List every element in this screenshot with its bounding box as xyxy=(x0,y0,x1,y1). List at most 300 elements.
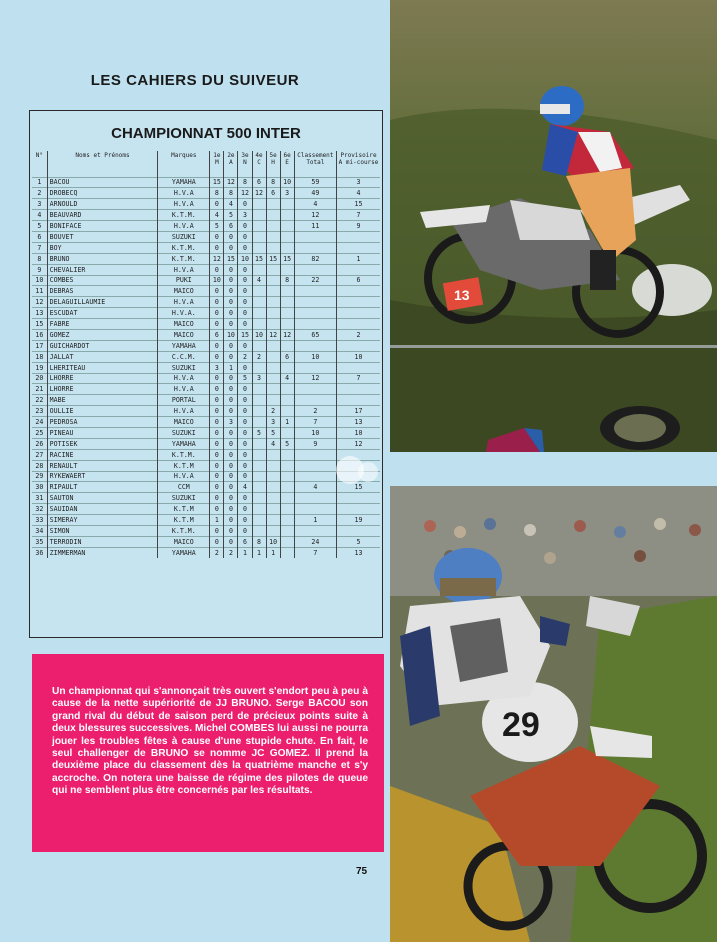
cell-manche-1: 0 xyxy=(210,242,224,253)
table-row xyxy=(32,395,380,406)
cell-manche-2: 0 xyxy=(224,373,238,384)
cell-provisoire: 19 xyxy=(337,515,380,526)
cell-manche-4 xyxy=(252,362,266,373)
table-row xyxy=(32,242,380,253)
cell-manche-6 xyxy=(280,286,294,297)
cell-manche-2: 0 xyxy=(224,351,238,362)
cell-provisoire: 10 xyxy=(337,427,380,438)
photo-divider xyxy=(390,452,717,486)
cell-num: 15 xyxy=(32,319,47,330)
cell-brand: YAMAHA xyxy=(158,438,210,449)
cell-num: 33 xyxy=(32,515,47,526)
cell-name: DEBRAS xyxy=(47,286,158,297)
cell-provisoire xyxy=(337,308,380,319)
cell-manche-4: 2 xyxy=(252,351,266,362)
cell-provisoire: 13 xyxy=(337,417,380,428)
cell-manche-5 xyxy=(266,515,280,526)
cell-manche-1: 0 xyxy=(210,231,224,242)
cell-manche-5: 5 xyxy=(266,427,280,438)
cell-manche-2: 0 xyxy=(224,264,238,275)
cell-manche-5 xyxy=(266,264,280,275)
cell-manche-4: 4 xyxy=(252,275,266,286)
table-row xyxy=(32,329,380,340)
cell-manche-3: 0 xyxy=(238,319,252,330)
cell-manche-1: 1 xyxy=(210,515,224,526)
cell-num: 5 xyxy=(32,221,47,232)
cell-manche-5 xyxy=(266,242,280,253)
cell-total xyxy=(294,308,336,319)
cell-manche-5 xyxy=(266,482,280,493)
cell-total: 10 xyxy=(294,351,336,362)
cell-num: 1 xyxy=(32,177,47,188)
cell-manche-5 xyxy=(266,231,280,242)
col-mi-course-label: A mi-course xyxy=(338,159,379,166)
cell-total: 7 xyxy=(294,547,336,558)
cell-manche-4 xyxy=(252,221,266,232)
photo-rider-29 xyxy=(390,486,717,942)
cell-manche-2: 4 xyxy=(224,199,238,210)
cell-manche-4: 10 xyxy=(252,329,266,340)
cell-name: DELAGUILLAUMIE xyxy=(47,297,158,308)
cell-manche-1: 0 xyxy=(210,384,224,395)
table-row xyxy=(32,515,380,526)
cell-manche-6 xyxy=(280,308,294,319)
photo-jump-illustration xyxy=(390,0,717,452)
cell-brand: MAICO xyxy=(158,536,210,547)
cell-manche-5: 6 xyxy=(266,188,280,199)
cell-manche-1: 0 xyxy=(210,340,224,351)
cell-manche-5: 15 xyxy=(266,253,280,264)
cell-brand: H.V.A xyxy=(158,188,210,199)
cell-manche-6 xyxy=(280,460,294,471)
top-bike-number: 13 xyxy=(454,287,470,303)
cell-manche-1: 0 xyxy=(210,449,224,460)
cell-manche-4: 15 xyxy=(252,253,266,264)
cell-num: 9 xyxy=(32,264,47,275)
table-row xyxy=(32,264,380,275)
cell-manche-3: 0 xyxy=(238,286,252,297)
cell-brand: YAMAHA xyxy=(158,547,210,558)
cell-manche-3: 0 xyxy=(238,526,252,537)
cell-manche-1: 2 xyxy=(210,547,224,558)
cell-num: 24 xyxy=(32,417,47,428)
cell-name: BEAUVARD xyxy=(47,210,158,221)
cell-brand: K.T.M xyxy=(158,504,210,515)
cell-provisoire xyxy=(337,384,380,395)
cell-manche-6 xyxy=(280,526,294,537)
cell-num: 19 xyxy=(32,362,47,373)
cell-manche-2: 0 xyxy=(224,504,238,515)
cell-manche-2: 3 xyxy=(224,417,238,428)
cell-total xyxy=(294,286,336,297)
cell-manche-5: 4 xyxy=(266,438,280,449)
cell-manche-1: 0 xyxy=(210,297,224,308)
cell-brand: MAICO xyxy=(158,286,210,297)
cell-name: TERRODIN xyxy=(47,536,158,547)
cell-manche-3: 0 xyxy=(238,231,252,242)
cell-manche-2: 15 xyxy=(224,253,238,264)
cell-brand: MAICO xyxy=(158,329,210,340)
cell-manche-1: 0 xyxy=(210,536,224,547)
cell-manche-5: 1 xyxy=(266,547,280,558)
cell-manche-6: 5 xyxy=(280,438,294,449)
results-table-box xyxy=(29,110,383,638)
cell-manche-2: 0 xyxy=(224,526,238,537)
table-row xyxy=(32,373,380,384)
table-row xyxy=(32,253,380,264)
table-row xyxy=(32,221,380,232)
table-row xyxy=(32,526,380,537)
cell-manche-6 xyxy=(280,384,294,395)
table-row xyxy=(32,177,380,188)
cell-name: OULLIE xyxy=(47,406,158,417)
cell-manche-4: 12 xyxy=(252,188,266,199)
cell-num: 26 xyxy=(32,438,47,449)
cell-brand: SUZUKI xyxy=(158,231,210,242)
table-row xyxy=(32,199,380,210)
cell-manche-1: 0 xyxy=(210,373,224,384)
table-row xyxy=(32,406,380,417)
table-row xyxy=(32,536,380,547)
cell-manche-5 xyxy=(266,351,280,362)
cell-manche-6: 10 xyxy=(280,177,294,188)
cell-num: 10 xyxy=(32,275,47,286)
cell-manche-6: 1 xyxy=(280,417,294,428)
cell-manche-3: 0 xyxy=(238,493,252,504)
cell-manche-3: 0 xyxy=(238,221,252,232)
cell-manche-3: 0 xyxy=(238,340,252,351)
cell-manche-6 xyxy=(280,406,294,417)
cell-manche-3: 0 xyxy=(238,384,252,395)
cell-manche-5: 8 xyxy=(266,177,280,188)
cell-manche-4 xyxy=(252,308,266,319)
cell-manche-4 xyxy=(252,417,266,428)
cell-manche-4: 5 xyxy=(252,427,266,438)
cell-total xyxy=(294,242,336,253)
cell-num: 7 xyxy=(32,242,47,253)
watermark-logo xyxy=(328,448,388,494)
cell-manche-1: 3 xyxy=(210,362,224,373)
cell-provisoire: 15 xyxy=(337,482,380,493)
cell-brand: SUZUKI xyxy=(158,362,210,373)
cell-manche-5 xyxy=(266,373,280,384)
cell-manche-6 xyxy=(280,264,294,275)
cell-manche-6 xyxy=(280,319,294,330)
cell-name: BONIFACE xyxy=(47,221,158,232)
table-row xyxy=(32,188,380,199)
cell-manche-1: 0 xyxy=(210,199,224,210)
cell-manche-6 xyxy=(280,504,294,515)
cell-num: 29 xyxy=(32,471,47,482)
cell-manche-3: 0 xyxy=(238,406,252,417)
cell-name: MABE xyxy=(47,395,158,406)
cell-total: 49 xyxy=(294,188,336,199)
cell-provisoire xyxy=(337,526,380,537)
cell-manche-4 xyxy=(252,471,266,482)
cell-manche-2: 0 xyxy=(224,395,238,406)
cell-manche-4 xyxy=(252,526,266,537)
cell-brand: H.V.A xyxy=(158,384,210,395)
cell-brand: SUZUKI xyxy=(158,493,210,504)
cell-manche-4 xyxy=(252,242,266,253)
cell-manche-4 xyxy=(252,449,266,460)
table-row xyxy=(32,427,380,438)
table-row xyxy=(32,231,380,242)
cell-total: 22 xyxy=(294,275,336,286)
cell-num: 17 xyxy=(32,340,47,351)
cell-manche-1: 0 xyxy=(210,395,224,406)
cell-manche-3: 0 xyxy=(238,460,252,471)
cell-total xyxy=(294,297,336,308)
table-body xyxy=(32,177,380,558)
cell-num: 23 xyxy=(32,406,47,417)
col-classement-label: Classement xyxy=(297,152,334,159)
cell-manche-6 xyxy=(280,340,294,351)
cell-manche-3: 0 xyxy=(238,297,252,308)
cell-manche-6 xyxy=(280,221,294,232)
cell-num: 20 xyxy=(32,373,47,384)
col-name: Noms et Prénoms xyxy=(47,151,158,177)
cell-manche-2: 0 xyxy=(224,427,238,438)
cell-name: SAUTON xyxy=(47,493,158,504)
cell-manche-3: 4 xyxy=(238,482,252,493)
cell-manche-6 xyxy=(280,493,294,504)
cell-total xyxy=(294,384,336,395)
cell-total: 12 xyxy=(294,373,336,384)
cell-manche-3: 0 xyxy=(238,471,252,482)
cell-num: 6 xyxy=(32,231,47,242)
cell-provisoire xyxy=(337,319,380,330)
cell-total: 10 xyxy=(294,427,336,438)
cell-provisoire xyxy=(337,340,380,351)
cell-manche-4 xyxy=(252,319,266,330)
cell-num: 16 xyxy=(32,329,47,340)
cell-manche-4 xyxy=(252,438,266,449)
cell-brand: H.V.A xyxy=(158,264,210,275)
cell-num: 34 xyxy=(32,526,47,537)
cell-manche-5 xyxy=(266,199,280,210)
cell-manche-4 xyxy=(252,384,266,395)
cell-manche-6 xyxy=(280,297,294,308)
cell-manche-4 xyxy=(252,264,266,275)
cell-manche-4 xyxy=(252,395,266,406)
cell-manche-3: 0 xyxy=(238,427,252,438)
cell-brand: H.V.A xyxy=(158,297,210,308)
cell-manche-3: 0 xyxy=(238,308,252,319)
cell-manche-6 xyxy=(280,199,294,210)
cell-brand: MAICO xyxy=(158,319,210,330)
cell-manche-4 xyxy=(252,210,266,221)
cell-manche-3: 0 xyxy=(238,242,252,253)
cell-manche-2: 6 xyxy=(224,221,238,232)
cell-total xyxy=(294,362,336,373)
cell-brand: YAMAHA xyxy=(158,177,210,188)
cell-manche-1: 4 xyxy=(210,210,224,221)
cell-manche-1: 0 xyxy=(210,417,224,428)
col-provisoire xyxy=(337,151,380,177)
col-m5: 5e H xyxy=(266,151,280,177)
cell-provisoire xyxy=(337,286,380,297)
cell-name: BOUVET xyxy=(47,231,158,242)
cell-provisoire: 2 xyxy=(337,329,380,340)
cell-total xyxy=(294,493,336,504)
cell-manche-5 xyxy=(266,384,280,395)
cell-provisoire: 1 xyxy=(337,253,380,264)
cell-brand: H.V.A xyxy=(158,221,210,232)
cell-manche-5 xyxy=(266,460,280,471)
table-row xyxy=(32,417,380,428)
cell-manche-5: 12 xyxy=(266,329,280,340)
cell-num: 4 xyxy=(32,210,47,221)
cell-name: FABRE xyxy=(47,319,158,330)
cell-num: 21 xyxy=(32,384,47,395)
cell-manche-4 xyxy=(252,231,266,242)
cell-manche-1: 0 xyxy=(210,319,224,330)
col-num: N° xyxy=(35,152,43,159)
cell-manche-1: 0 xyxy=(210,351,224,362)
cell-num: 25 xyxy=(32,427,47,438)
cell-total xyxy=(294,231,336,242)
photo-rider-illustration xyxy=(390,486,717,942)
cell-manche-5 xyxy=(266,210,280,221)
cell-manche-1: 0 xyxy=(210,406,224,417)
cell-num: 11 xyxy=(32,286,47,297)
cell-manche-2: 12 xyxy=(224,177,238,188)
cell-name: ZIMMERMAN xyxy=(47,547,158,558)
cell-manche-6 xyxy=(280,362,294,373)
cell-provisoire: 7 xyxy=(337,210,380,221)
cell-manche-5 xyxy=(266,526,280,537)
cell-manche-1: 0 xyxy=(210,427,224,438)
cell-manche-3: 5 xyxy=(238,373,252,384)
cell-manche-6 xyxy=(280,482,294,493)
cell-manche-2: 0 xyxy=(224,460,238,471)
cell-num: 18 xyxy=(32,351,47,362)
cell-provisoire: 9 xyxy=(337,221,380,232)
cell-name: COMBES xyxy=(47,275,158,286)
cell-num: 32 xyxy=(32,504,47,515)
photo-jump xyxy=(390,0,717,452)
cell-brand: SUZUKI xyxy=(158,427,210,438)
cell-provisoire: 15 xyxy=(337,199,380,210)
cell-provisoire: 4 xyxy=(337,188,380,199)
cell-total xyxy=(294,504,336,515)
cell-provisoire: 6 xyxy=(337,275,380,286)
cell-provisoire: 5 xyxy=(337,536,380,547)
cell-provisoire xyxy=(337,504,380,515)
bottom-bike-number: 29 xyxy=(502,706,540,744)
cell-total xyxy=(294,340,336,351)
cell-brand: H.V.A xyxy=(158,199,210,210)
cell-manche-6: 3 xyxy=(280,188,294,199)
table-row xyxy=(32,340,380,351)
cell-manche-1: 12 xyxy=(210,253,224,264)
cell-manche-3: 6 xyxy=(238,536,252,547)
cell-manche-5 xyxy=(266,297,280,308)
cell-brand: H.V.A xyxy=(158,373,210,384)
cell-num: 35 xyxy=(32,536,47,547)
cell-manche-6 xyxy=(280,231,294,242)
table-row xyxy=(32,547,380,558)
cell-name: BOY xyxy=(47,242,158,253)
cell-manche-6 xyxy=(280,395,294,406)
cell-manche-4: 3 xyxy=(252,373,266,384)
cell-manche-2: 0 xyxy=(224,449,238,460)
cell-manche-4 xyxy=(252,199,266,210)
cell-manche-2: 0 xyxy=(224,438,238,449)
cell-manche-5 xyxy=(266,493,280,504)
table-row xyxy=(32,319,380,330)
table-row xyxy=(32,362,380,373)
table-row xyxy=(32,308,380,319)
cell-manche-2: 0 xyxy=(224,482,238,493)
cell-name: DROBECQ xyxy=(47,188,158,199)
table-row xyxy=(32,210,380,221)
cell-manche-5 xyxy=(266,308,280,319)
cell-name: ESCUDAT xyxy=(47,308,158,319)
cell-total: 1 xyxy=(294,515,336,526)
table-row xyxy=(32,384,380,395)
col-m2: 2e A xyxy=(224,151,238,177)
cell-manche-3: 12 xyxy=(238,188,252,199)
cell-manche-4 xyxy=(252,460,266,471)
cell-provisoire: 7 xyxy=(337,373,380,384)
cell-manche-3: 10 xyxy=(238,253,252,264)
cell-manche-5 xyxy=(266,340,280,351)
cell-provisoire: 17 xyxy=(337,406,380,417)
cell-total xyxy=(294,395,336,406)
cell-num: 27 xyxy=(32,449,47,460)
cell-num: 22 xyxy=(32,395,47,406)
cell-manche-4 xyxy=(252,493,266,504)
cell-manche-1: 0 xyxy=(210,504,224,515)
cell-num: 13 xyxy=(32,308,47,319)
col-total-label: Total xyxy=(306,159,325,166)
cell-manche-1: 15 xyxy=(210,177,224,188)
cell-provisoire xyxy=(337,242,380,253)
table-row xyxy=(32,275,380,286)
cell-manche-4 xyxy=(252,406,266,417)
cell-brand: H.V.A xyxy=(158,406,210,417)
cell-manche-3: 15 xyxy=(238,329,252,340)
cell-brand: K.T.M. xyxy=(158,242,210,253)
cell-name: PEDROSA xyxy=(47,417,158,428)
cell-manche-3: 1 xyxy=(238,547,252,558)
table-header-row xyxy=(32,151,380,177)
cell-manche-1: 0 xyxy=(210,493,224,504)
cell-manche-4: 6 xyxy=(252,177,266,188)
cell-name: JALLAT xyxy=(47,351,158,362)
col-total xyxy=(294,151,336,177)
cell-manche-1: 6 xyxy=(210,329,224,340)
cell-manche-6: 12 xyxy=(280,329,294,340)
cell-manche-1: 0 xyxy=(210,526,224,537)
cell-total: 9 xyxy=(294,438,336,449)
cell-manche-6 xyxy=(280,547,294,558)
cell-manche-1: 0 xyxy=(210,482,224,493)
cell-total: 24 xyxy=(294,536,336,547)
cell-manche-6: 8 xyxy=(280,275,294,286)
cell-manche-1: 10 xyxy=(210,275,224,286)
cell-manche-2: 0 xyxy=(224,308,238,319)
section-title: LES CAHIERS DU SUIVEUR xyxy=(90,72,300,89)
cell-manche-2: 0 xyxy=(224,275,238,286)
cell-name: RYKEWAERT xyxy=(47,471,158,482)
cell-brand: K.T.M. xyxy=(158,449,210,460)
cell-manche-5 xyxy=(266,449,280,460)
cell-provisoire xyxy=(337,395,380,406)
cell-manche-1: 0 xyxy=(210,308,224,319)
